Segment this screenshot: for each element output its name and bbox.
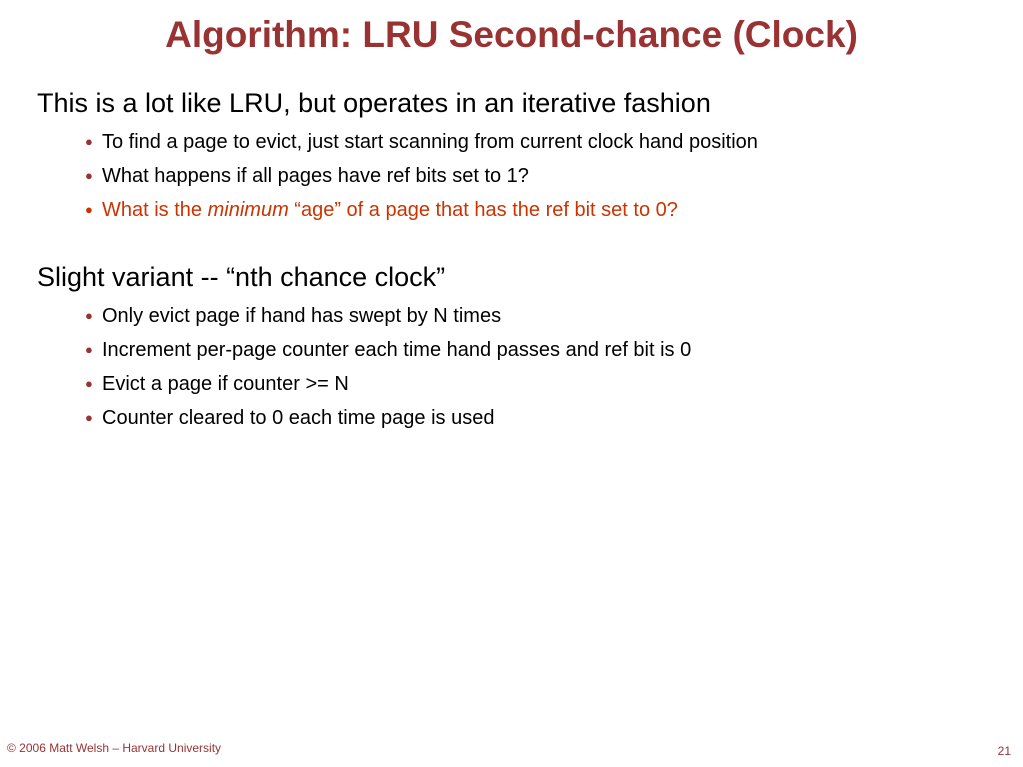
bullet-text: What happens if all pages have ref bits set to 1? [102, 165, 529, 187]
bullet-text: Only evict page if hand has swept by N times [102, 305, 502, 327]
section2-bullet-1 [85, 303, 501, 329]
section1-heading: This is a lot like LRU, but operates in an iterative fashion [37, 88, 711, 118]
footer-copyright: © 2006 Matt Welsh – Harvard University [7, 741, 222, 755]
section1-bullet-2 [85, 163, 529, 189]
bullet-dot-icon: ● [85, 134, 93, 149]
section1-bullet-3-highlight [85, 197, 678, 223]
bullet-dot-icon: ● [85, 308, 93, 323]
section1-bullet-1 [85, 129, 758, 155]
section2-bullet-3 [85, 371, 349, 397]
bullet-text-before: What is the [102, 199, 208, 221]
section2-bullet-2 [85, 337, 691, 363]
bullet-text-after: “age” of a page that has the ref bit set to 0? [288, 199, 678, 221]
bullet-text: To find a page to evict, just start scanning from current clock hand position [102, 131, 758, 153]
bullet-dot-icon: ● [85, 202, 93, 217]
bullet-dot-icon: ● [85, 376, 93, 391]
bullet-text-emphasis: minimum [207, 199, 289, 221]
bullet-text: Counter cleared to 0 each time page is used [102, 407, 495, 429]
bullet-dot-icon: ● [85, 342, 93, 357]
bullet-text: Evict a page if counter >= N [102, 373, 349, 395]
page-number: 21 [997, 744, 1011, 758]
section2-heading: Slight variant -- “nth chance clock” [37, 262, 446, 292]
section2-bullet-4 [85, 405, 494, 431]
slide-title: Algorithm: LRU Second-chance (Clock) [165, 14, 858, 55]
bullet-dot-icon: ● [85, 410, 93, 425]
bullet-dot-icon: ● [85, 168, 93, 183]
bullet-text: Increment per-page counter each time hand passes and ref bit is 0 [102, 339, 692, 361]
